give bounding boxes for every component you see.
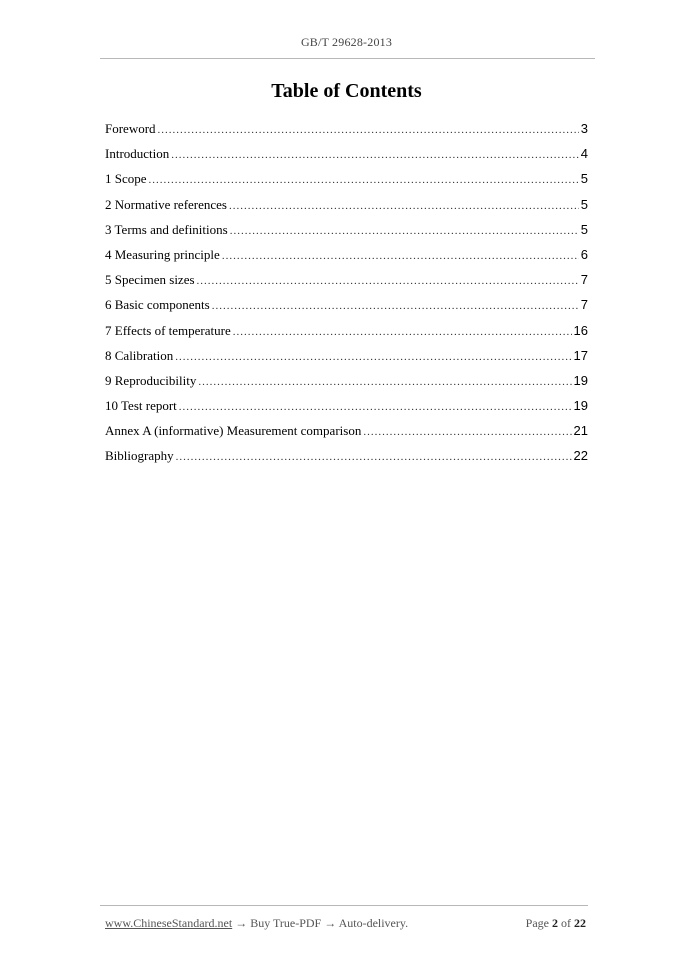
toc-entry-page: 7 [580,272,588,288]
toc-entry-foreword[interactable] [105,116,588,141]
dot-leader [149,168,579,193]
toc-entry-label: 1 Scope [105,171,147,187]
toc-entry-label: 8 Calibration [105,347,174,363]
toc-entry-label: Annex A (informative) Measurement comparison [105,423,362,439]
dot-leader [229,194,579,219]
toc-entry-page: 5 [580,171,588,187]
header-divider [100,58,595,59]
toc-entry-page: 5 [580,221,588,237]
total-pages-number: 22 [574,916,586,930]
toc-entry-terms-and-definitions[interactable] [105,217,588,242]
dot-leader [171,143,579,168]
dot-leader [175,345,571,370]
of-word: of [561,916,571,930]
toc-entry-effects-of-temperature[interactable] [105,318,588,343]
promo-text: → Buy True-PDF → Auto-delivery. [235,916,409,930]
toc-entry-label: 3 Terms and definitions [105,221,228,237]
page-title: Table of Contents [271,80,422,102]
toc-entry-page: 5 [580,196,588,212]
toc-entry-basic-components[interactable] [105,292,588,317]
running-header: GB/T 29628-2013 [300,35,393,49]
toc-entry-label: 9 Reproducibility [105,372,197,388]
footer-promo [105,916,408,931]
dot-leader [158,118,579,143]
toc-entry-label: 2 Normative references [105,196,227,212]
toc-entry-label: Foreword [105,121,156,136]
page-word: Page [525,916,549,930]
dot-leader [176,445,572,470]
toc-entry-label: Bibliography [105,448,174,464]
toc-entry-page: 16 [573,322,588,338]
toc-entry-page: 6 [580,246,588,262]
site-link[interactable]: www.ChineseStandard.net [105,916,233,930]
toc-entry-page: 22 [573,448,588,464]
toc-entry-normative-references[interactable] [105,192,588,217]
toc-entry-measuring-principle[interactable] [105,242,588,267]
toc-entry-specimen-sizes[interactable] [105,267,588,292]
dot-leader [222,244,579,269]
toc-entry-page: 19 [573,398,588,414]
current-page-number: 2 [552,916,558,930]
toc-entry-scope[interactable] [105,166,588,191]
toc-entry-label: 5 Specimen sizes [105,272,195,288]
toc-entry-page: 3 [580,121,588,136]
toc-entry-test-report[interactable] [105,393,588,418]
dot-leader [233,320,572,345]
page-indicator [526,916,586,931]
toc-entry-annex-a[interactable] [105,418,588,443]
toc-entry-page: 7 [580,297,588,313]
dot-leader [230,219,579,244]
dot-leader [197,269,579,294]
toc-entry-introduction[interactable] [105,141,588,166]
dot-leader [363,420,571,445]
toc-entry-label: 4 Measuring principle [105,246,220,262]
toc-entry-bibliography[interactable] [105,443,588,468]
toc-entry-page: 17 [573,347,588,363]
toc-entry-page: 21 [573,423,588,439]
toc-entry-page: 19 [573,372,588,388]
toc-entry-calibration[interactable] [105,343,588,368]
toc-entry-label: 10 Test report [105,398,177,414]
dot-leader [212,294,579,319]
toc-entry-page: 4 [580,146,588,162]
toc-list [105,116,588,469]
dot-leader [198,370,571,395]
dot-leader [179,395,572,420]
toc-entry-label: Introduction [105,146,170,162]
toc-entry-label: 7 Effects of temperature [105,322,231,338]
footer-divider [100,905,588,906]
toc-entry-reproducibility[interactable] [105,368,588,393]
toc-entry-label: 6 Basic components [105,297,210,313]
